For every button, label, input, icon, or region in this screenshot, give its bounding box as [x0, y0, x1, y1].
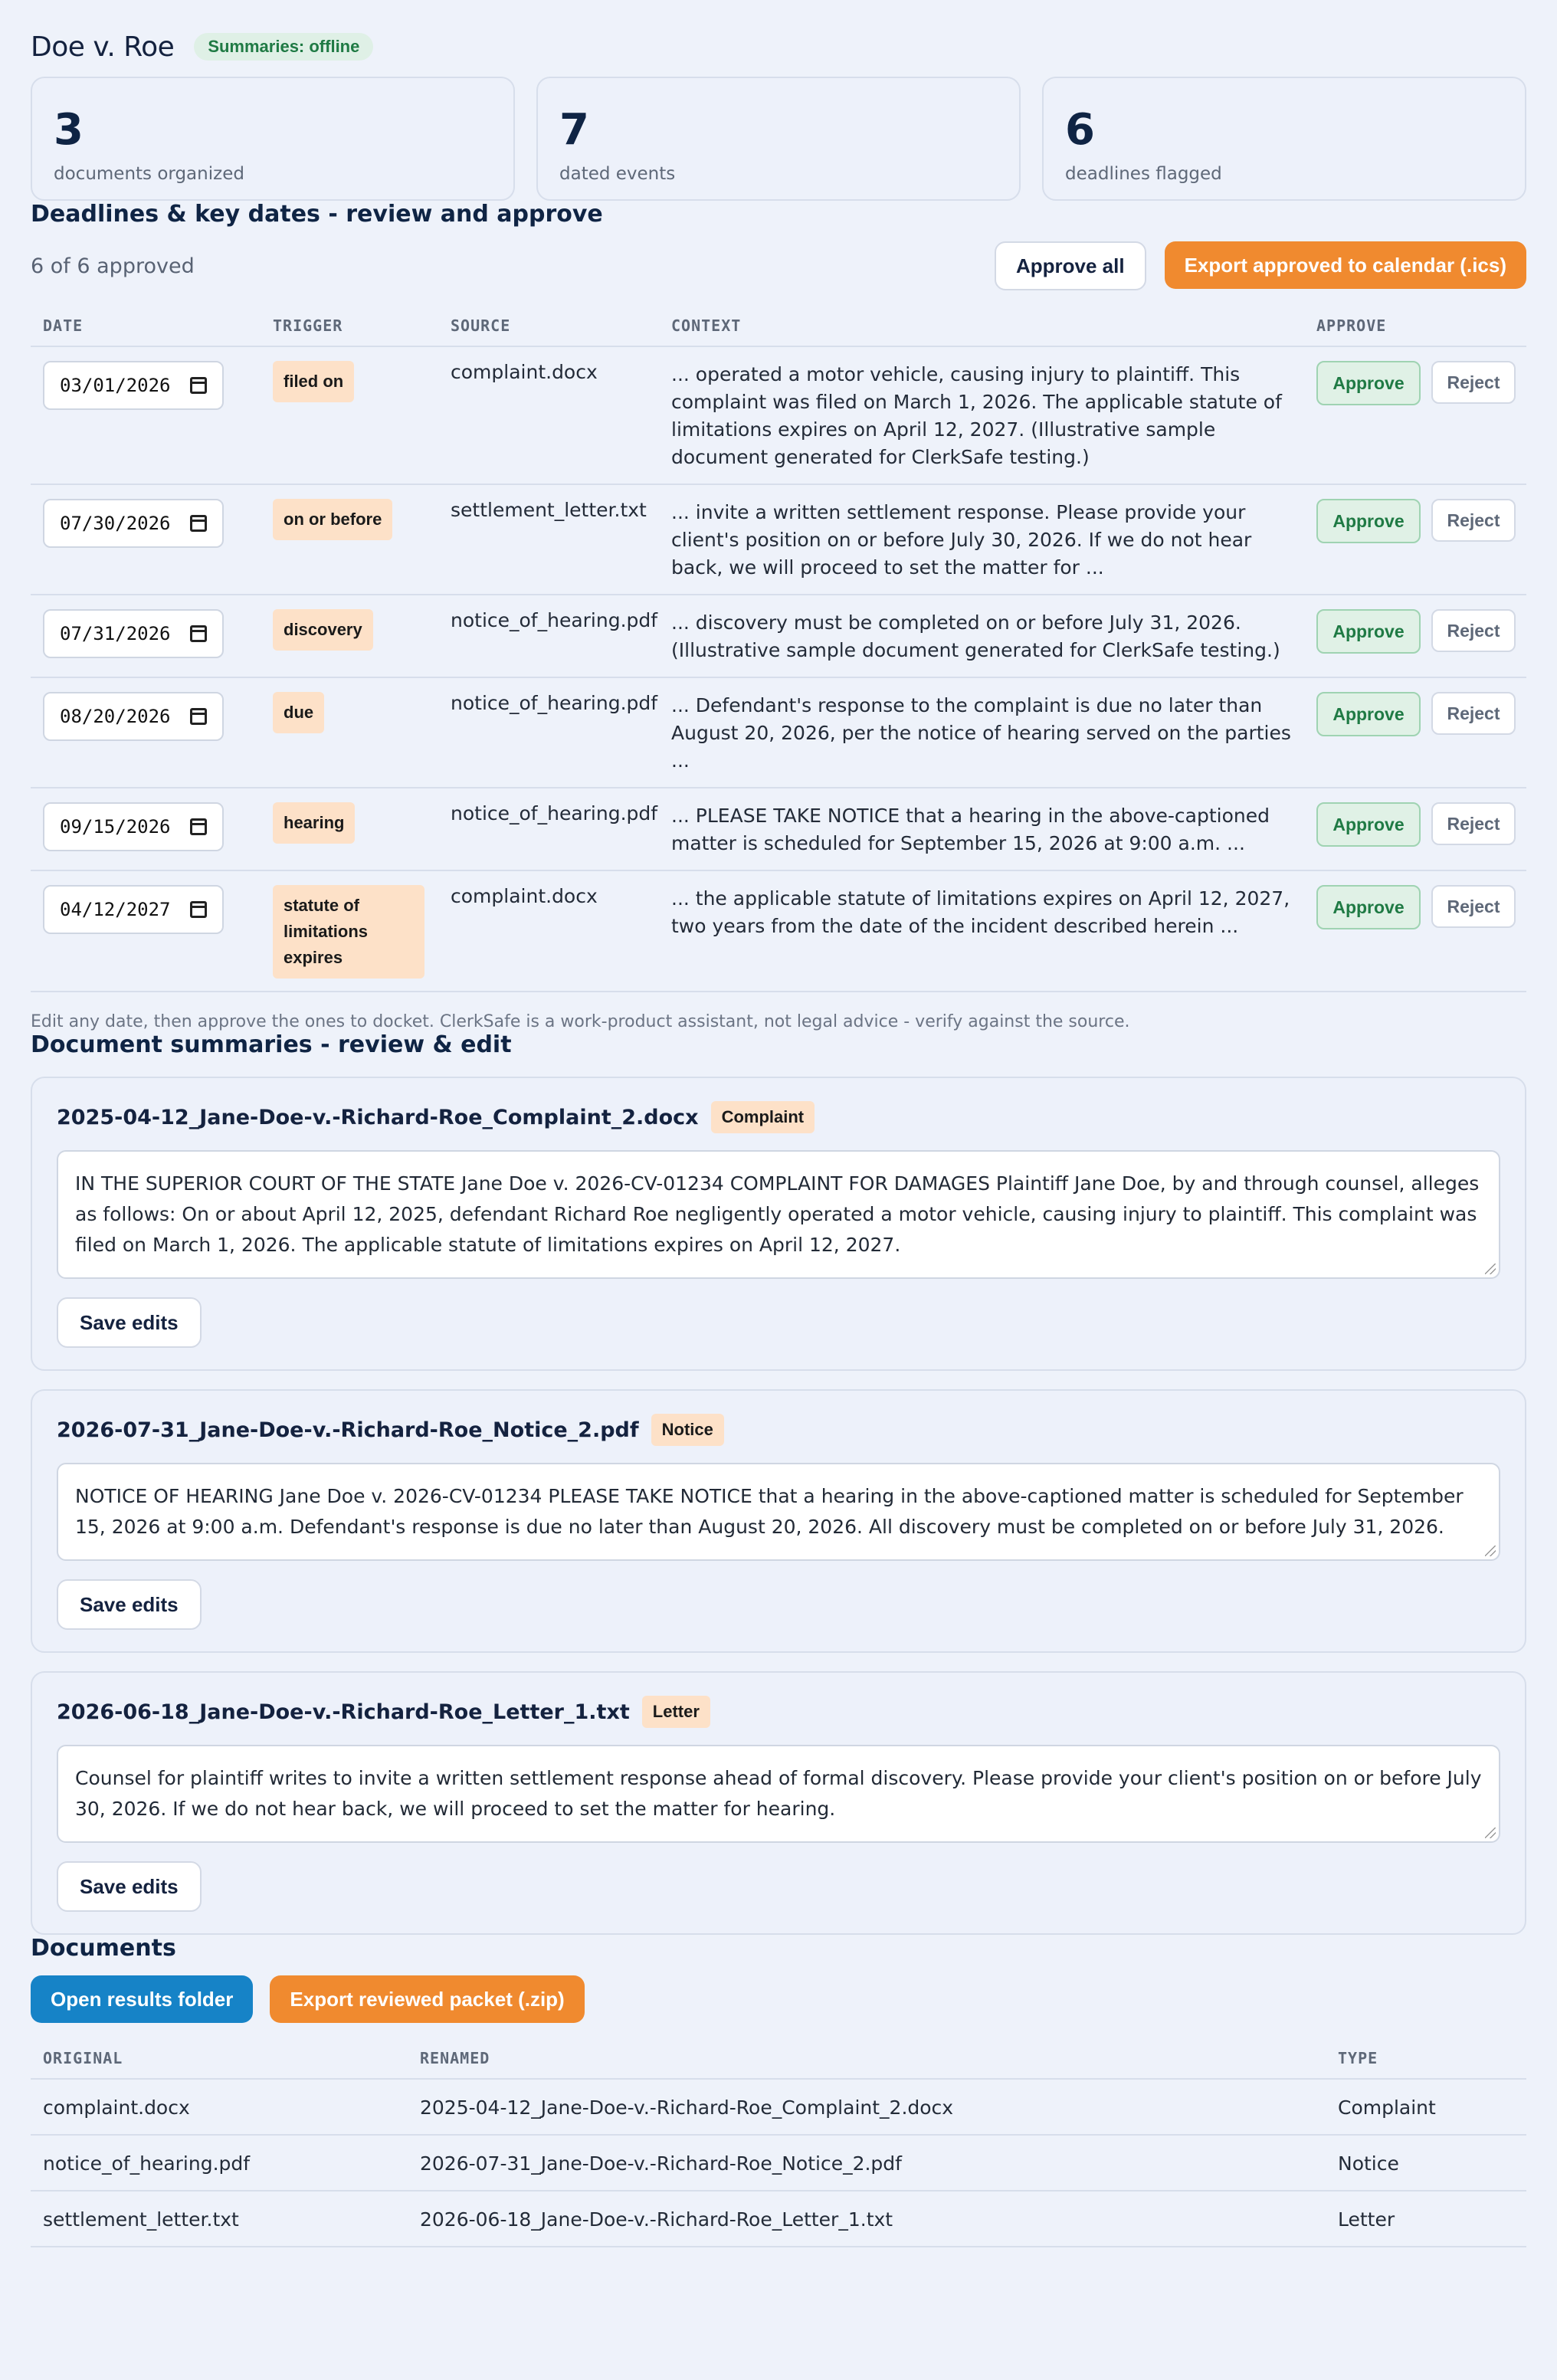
reject-button[interactable]: Reject [1431, 361, 1516, 404]
summary-filename: 2026-06-18_Jane-Doe-v.-Richard-Roe_Letter_1.txt [57, 1700, 630, 1724]
column-header-context: CONTEXT [659, 316, 1304, 346]
date-input[interactable] [43, 692, 224, 741]
doc-type-tag: Notice [651, 1414, 724, 1446]
stat-card-deadlines [1042, 77, 1526, 201]
context-text: ... Defendant's response to the complaint is due no later than August 20, 2026, per the notice of hearing served on the parties ... [659, 677, 1304, 788]
approve-actions [1316, 885, 1526, 929]
stat-value: 6 [1065, 105, 1095, 155]
approve-all-button[interactable]: Approve all [995, 241, 1146, 290]
documents-heading: Documents [31, 1935, 176, 1962]
stat-label: deadlines flagged [1065, 164, 1222, 184]
summary-title-row [57, 1101, 1500, 1133]
date-input[interactable] [43, 802, 224, 851]
approve-button[interactable]: Approve [1316, 361, 1421, 405]
renamed-filename: 2025-04-12_Jane-Doe-v.-Richard-Roe_Complaint_2.docx [408, 2079, 1326, 2135]
renamed-filename: 2026-06-18_Jane-Doe-v.-Richard-Roe_Letter_1.txt [408, 2191, 1326, 2247]
document-type: Complaint [1326, 2079, 1526, 2135]
original-filename: notice_of_hearing.pdf [31, 2135, 408, 2191]
table-row [31, 484, 1526, 595]
documents-table [31, 2049, 1526, 2247]
documents-actions [31, 1975, 1526, 2023]
approve-actions [1316, 802, 1526, 847]
save-edits-button[interactable]: Save edits [57, 1861, 202, 1912]
stat-value: 7 [559, 105, 589, 155]
summary-text: Counsel for plaintiff writes to invite a written settlement response ahead of formal discovery. Please provide your client's position on or before July 30, 2026. If we do not hear back, we will proceed to set the matter for hearing. [75, 1767, 1482, 1820]
stat-label: documents organized [54, 164, 244, 184]
table-row [31, 2135, 1526, 2191]
date-value: 07/30/2026 [60, 513, 171, 534]
resize-handle-icon[interactable] [1485, 1546, 1496, 1556]
date-value: 08/20/2026 [60, 706, 171, 727]
table-row [31, 870, 1526, 992]
table-row [31, 595, 1526, 677]
original-filename: complaint.docx [31, 2079, 408, 2135]
approved-count: 6 of 6 approved [31, 254, 195, 278]
summary-textarea[interactable] [57, 1463, 1500, 1561]
summary-text: IN THE SUPERIOR COURT OF THE STATE Jane Doe v. 2026-CV-01234 COMPLAINT FOR DAMAGES Plaintiff Jane Doe, by and through counsel, alleges as follows: On or about April 12, 2025, defendant Richard Roe negligently operated a motor vehicle, causing injury to plaintiff. This complaint was filed on March 1, 2026. The applicable statute of limitations expires on April 12, 2027. [75, 1172, 1480, 1256]
context-text: ... operated a motor vehicle, causing injury to plaintiff. This complaint was filed on March 1, 2026. The applicable statute of limitations expires on April 12, 2027. (Illustrative sample document generated for ClerkSafe testing.) [659, 346, 1304, 484]
approve-button[interactable]: Approve [1316, 802, 1421, 847]
date-input[interactable] [43, 885, 224, 934]
context-text: ... the applicable statute of limitations expires on April 12, 2027, two years from the date of the incident described herein ... [659, 870, 1304, 992]
save-edits-button[interactable]: Save edits [57, 1297, 202, 1348]
resize-handle-icon[interactable] [1485, 1264, 1496, 1274]
summary-title-row [57, 1414, 1500, 1446]
column-header-source: SOURCE [438, 316, 659, 346]
reject-button[interactable]: Reject [1431, 802, 1516, 845]
summary-filename: 2026-07-31_Jane-Doe-v.-Richard-Roe_Notice_2.pdf [57, 1418, 639, 1442]
approve-button[interactable]: Approve [1316, 692, 1421, 736]
open-results-folder-button[interactable]: Open results folder [31, 1975, 253, 2023]
document-type: Notice [1326, 2135, 1526, 2191]
approve-button[interactable]: Approve [1316, 499, 1421, 543]
table-header-row [31, 316, 1526, 346]
case-title: Doe v. Roe [31, 31, 175, 63]
context-text: ... PLEASE TAKE NOTICE that a hearing in the above-captioned matter is scheduled for September 15, 2026 at 9:00 a.m. ... [659, 788, 1304, 870]
column-header-original: ORIGINAL [31, 2049, 408, 2079]
trigger-tag: statute of limitations expires [273, 885, 424, 979]
summary-textarea[interactable] [57, 1745, 1500, 1843]
approve-actions [1316, 361, 1526, 405]
stat-card-events [536, 77, 1021, 201]
summaries-status-badge: Summaries: offline [194, 33, 373, 61]
summary-textarea[interactable] [57, 1150, 1500, 1279]
approve-button[interactable]: Approve [1316, 885, 1421, 929]
table-header-row [31, 2049, 1526, 2079]
date-input[interactable] [43, 361, 224, 410]
approve-actions [1316, 609, 1526, 654]
table-row [31, 2079, 1526, 2135]
column-header-trigger: TRIGGER [261, 316, 438, 346]
reject-button[interactable]: Reject [1431, 885, 1516, 928]
source-file: settlement_letter.txt [438, 484, 659, 595]
date-value: 04/12/2027 [60, 899, 171, 920]
summary-card [31, 1389, 1526, 1653]
reject-button[interactable]: Reject [1431, 692, 1516, 735]
date-value: 07/31/2026 [60, 623, 171, 644]
approve-actions [1316, 692, 1526, 736]
date-input[interactable] [43, 609, 224, 658]
summaries-heading: Document summaries - review & edit [31, 1031, 512, 1058]
original-filename: settlement_letter.txt [31, 2191, 408, 2247]
trigger-tag: discovery [273, 609, 373, 651]
context-text: ... invite a written settlement response. Please provide your client's position on or before July 30, 2026. If we do not hear back, we will proceed to set the matter for ... [659, 484, 1304, 595]
calendar-icon[interactable] [190, 901, 207, 918]
reject-button[interactable]: Reject [1431, 499, 1516, 542]
source-file: notice_of_hearing.pdf [438, 677, 659, 788]
source-file: notice_of_hearing.pdf [438, 595, 659, 677]
trigger-tag: due [273, 692, 324, 733]
column-header-date: DATE [31, 316, 261, 346]
export-calendar-button[interactable]: Export approved to calendar (.ics) [1165, 241, 1526, 289]
context-text: ... discovery must be completed on or before July 31, 2026. (Illustrative sample document generated for ClerkSafe testing.) [659, 595, 1304, 677]
date-value: 09/15/2026 [60, 816, 171, 838]
column-header-approve: APPROVE [1304, 316, 1526, 346]
summary-title-row [57, 1696, 1500, 1728]
stat-label: dated events [559, 164, 676, 184]
date-input[interactable] [43, 499, 224, 548]
trigger-tag: hearing [273, 802, 355, 844]
source-file: notice_of_hearing.pdf [438, 788, 659, 870]
column-header-type: TYPE [1326, 2049, 1526, 2079]
table-row [31, 2191, 1526, 2247]
approve-button[interactable]: Approve [1316, 609, 1421, 654]
save-edits-button[interactable]: Save edits [57, 1579, 202, 1630]
disclaimer: Edit any date, then approve the ones to docket. ClerkSafe is a work-product assistant, not legal advice - verify against the source. [31, 1012, 1130, 1031]
export-packet-button[interactable]: Export reviewed packet (.zip) [270, 1975, 584, 2023]
summary-card [31, 1671, 1526, 1935]
deadlines-table [31, 316, 1526, 992]
trigger-tag: on or before [273, 499, 392, 540]
table-row [31, 677, 1526, 788]
calendar-icon[interactable] [190, 708, 207, 725]
calendar-icon[interactable] [190, 377, 207, 394]
summary-card [31, 1077, 1526, 1371]
resize-handle-icon[interactable] [1485, 1828, 1496, 1838]
doc-type-tag: Complaint [711, 1101, 815, 1133]
document-type: Letter [1326, 2191, 1526, 2247]
calendar-icon[interactable] [190, 515, 207, 532]
approve-actions [1316, 499, 1526, 543]
header [31, 28, 1526, 66]
reject-button[interactable]: Reject [1431, 609, 1516, 652]
date-value: 03/01/2026 [60, 375, 171, 396]
deadlines-heading: Deadlines & key dates - review and approve [31, 201, 603, 228]
stat-value: 3 [54, 105, 84, 155]
summary-text: NOTICE OF HEARING Jane Doe v. 2026-CV-01234 PLEASE TAKE NOTICE that a hearing in the above-captioned matter is scheduled for September 15, 2026 at 9:00 a.m. Defendant's response is due no later than August 20, 2026. All discovery must be completed on or before July 31, 2026. [75, 1485, 1464, 1538]
page [31, 0, 1526, 2247]
stats-row [31, 77, 1526, 201]
calendar-icon[interactable] [190, 818, 207, 835]
trigger-tag: filed on [273, 361, 354, 402]
table-row [31, 346, 1526, 484]
calendar-icon[interactable] [190, 625, 207, 642]
source-file: complaint.docx [438, 870, 659, 992]
stat-card-documents [31, 77, 515, 201]
deadline-actions [995, 241, 1526, 290]
column-header-renamed: RENAMED [408, 2049, 1326, 2079]
summary-filename: 2025-04-12_Jane-Doe-v.-Richard-Roe_Complaint_2.docx [57, 1105, 699, 1129]
doc-type-tag: Letter [642, 1696, 710, 1728]
deadlines-toolbar [31, 241, 1526, 290]
table-row [31, 788, 1526, 870]
renamed-filename: 2026-07-31_Jane-Doe-v.-Richard-Roe_Notice_2.pdf [408, 2135, 1326, 2191]
source-file: complaint.docx [438, 346, 659, 484]
